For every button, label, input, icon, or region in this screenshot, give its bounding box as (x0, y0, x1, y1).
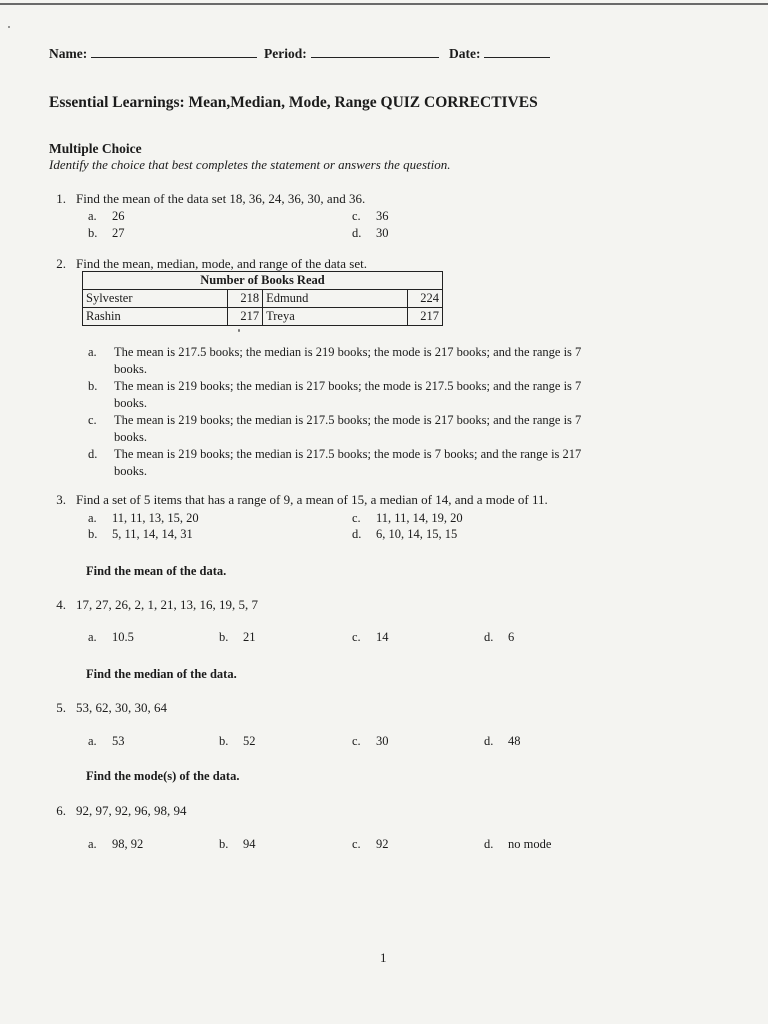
page-number: 1 (380, 950, 387, 965)
question-text: Find the mean, median, mode, and range of the data set. (76, 256, 367, 271)
date-field (449, 46, 550, 62)
question-text: 17, 27, 26, 2, 1, 21, 13, 16, 19, 5, 7 (76, 597, 258, 612)
period-field (264, 46, 439, 62)
table-cell: Sylvester (83, 290, 228, 308)
name-field (49, 46, 257, 62)
table-cell: Edmund (263, 290, 408, 308)
table-cell: 224 (408, 290, 443, 308)
table-cell: 218 (228, 290, 263, 308)
question-number: 6. (56, 803, 66, 818)
scan-edge-line (0, 3, 768, 5)
table-cell: 217 (408, 308, 443, 326)
period-blank-line (311, 46, 439, 58)
scan-speck (238, 329, 240, 332)
table-cell: Treya (263, 308, 408, 326)
question-number: 5. (56, 700, 66, 715)
name-label: Name: (49, 46, 88, 61)
table-row (83, 308, 443, 326)
scan-speck (8, 26, 10, 28)
section-instructions: Identify the choice that best completes the statement or answers the question. (49, 157, 451, 172)
subhead-mean: Find the mean of the data. (86, 564, 227, 578)
table-cell: Rashin (83, 308, 228, 326)
question-number: 1. (56, 191, 66, 206)
date-blank-line (484, 46, 550, 58)
table-cell: 217 (228, 308, 263, 326)
question-number: 2. (56, 256, 66, 271)
name-blank-line (91, 46, 257, 58)
question-number: 4. (56, 597, 66, 612)
table-title: Number of Books Read (83, 272, 443, 290)
books-read-table (82, 271, 443, 326)
period-label: Period: (264, 46, 307, 61)
date-label: Date: (449, 46, 481, 61)
question-text: Find a set of 5 items that has a range of 9, a mean of 15, a median of 14, and a mode of 11. (76, 492, 548, 507)
question-number: 3. (56, 492, 66, 507)
subhead-mode: Find the mode(s) of the data. (86, 769, 240, 783)
question-text: 53, 62, 30, 30, 64 (76, 700, 167, 715)
table-row (83, 290, 443, 308)
subhead-median: Find the median of the data. (86, 667, 237, 681)
section-heading: Multiple Choice (49, 141, 142, 156)
question-text: 92, 97, 92, 96, 98, 94 (76, 803, 187, 818)
quiz-title: Essential Learnings: Mean,Median, Mode, Range QUIZ CORRECTIVES (49, 94, 538, 111)
question-text: Find the mean of the data set 18, 36, 24, 36, 30, and 36. (76, 191, 366, 206)
table-header-row (83, 272, 443, 290)
